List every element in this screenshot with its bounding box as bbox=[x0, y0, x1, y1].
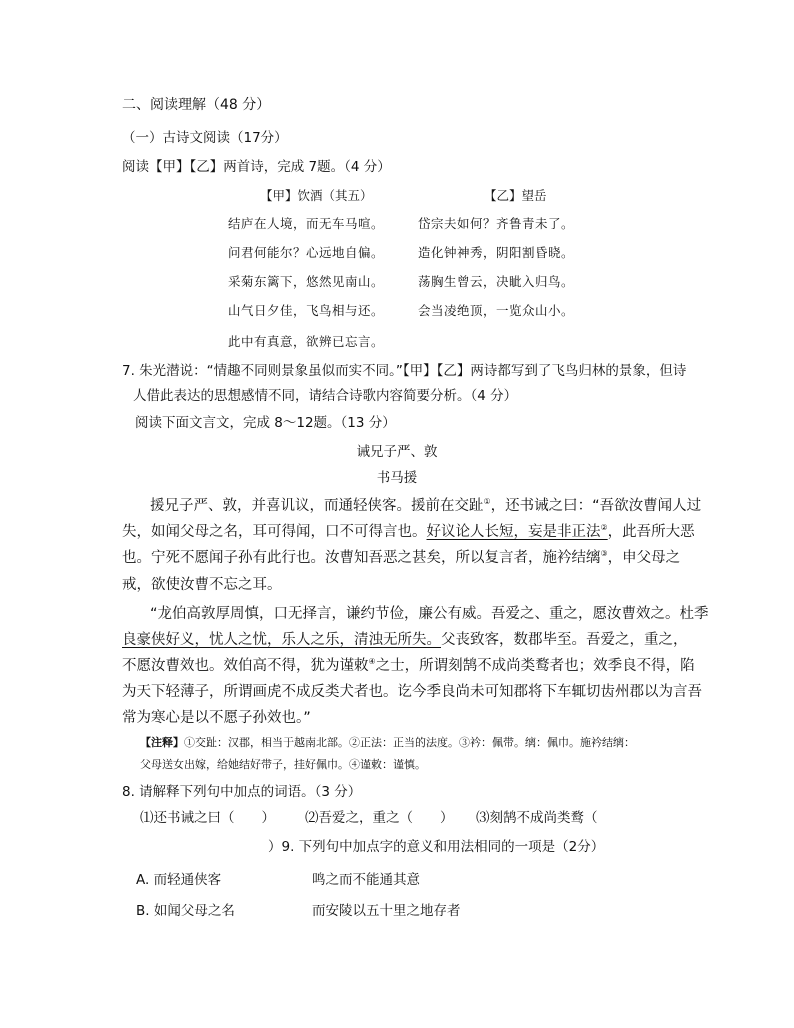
prose-author: 书马援 bbox=[376, 470, 418, 486]
poem-jia-title: 【甲】饮酒（其五） bbox=[260, 188, 373, 203]
prose-title: 诫兄子严、敦 bbox=[356, 444, 438, 460]
prose-line: 良豪侠好义，忧人之忧，乐人之乐，清浊无所失。父丧致客，数郡毕至。吾爱之，重之， bbox=[122, 632, 688, 648]
poem-jia-line: 结庐在人境，而无车马喧。 bbox=[228, 216, 385, 231]
prose-line: 援兄子严、敦，并喜讥议，而通轻侠客。援前在交趾①，还书诫之曰：“吾欲汝曹闻人过 bbox=[150, 497, 702, 514]
question-9-stem: ）9. 下列句中加点字的意义和用法相同的一项是（2分） bbox=[268, 839, 605, 855]
notes-line: 父母送女出嫁，给她结好带子，挂好佩巾。④谨敕：谨慎。 bbox=[140, 758, 426, 771]
prose-line: 也。宁死不愿闻子孙有此行也。汝曹知吾恶之甚矣，所以复言者，施衿结缡③，申父母之 bbox=[122, 549, 681, 566]
underlined-sentence: 好议论人长短，妄是非正法② bbox=[426, 523, 608, 540]
prose-line: 失，如闻父母之名，耳可得闻，口不可得言也。好议论人长短，妄是非正法②，此吾所大恶 bbox=[122, 523, 695, 540]
poem-yi-line: 荡胸生曾云，决眦入归鸟。 bbox=[418, 274, 575, 289]
prose-line: 不愿汝曹效也。效伯高不得，犹为谨敕④之士，所谓刻鹄不成尚类鹜者也；效季良不得，陷 bbox=[122, 657, 695, 674]
prose-line: 为天下轻薄子，所谓画虎不成反类犬者也。讫今季良尚未可知郡将下车辄切齿州郡以为言吾 bbox=[122, 684, 702, 700]
poem-yi-line: 造化钟神秀，阴阳割昏晓。 bbox=[418, 245, 575, 260]
question-9-option-b: B. 如闻父母之名 bbox=[136, 903, 235, 919]
poem-yi-line: 岱宗夫如何？齐鲁青未了。 bbox=[418, 216, 575, 231]
poem-yi-title: 【乙】望岳 bbox=[484, 188, 547, 203]
subsection-title: （一）古诗文阅读（17分） bbox=[122, 130, 288, 146]
question-7-line2: 人借此表达的思想感情不同，请结合诗歌内容简要分析。（4 分） bbox=[133, 388, 518, 404]
poem-jia-line: 问君何能尔？心远地自偏。 bbox=[228, 245, 385, 260]
poem-jia-line: 山气日夕佳，飞鸟相与还。 bbox=[228, 303, 385, 318]
section-title: 二、阅读理解（48 分） bbox=[122, 97, 271, 113]
poem-yi-line: 会当凌绝顶，一览众山小。 bbox=[418, 303, 575, 318]
question-9-option-b-compare: 而安陵以五十里之地存者 bbox=[312, 903, 461, 919]
question-8-item: ⑶刻鹄不成尚类鹜（ bbox=[476, 810, 598, 826]
notes-line: 【注释】①交趾：汉郡，相当于越南北部。②正法：正当的法度。③衿：佩带。缡：佩巾。施衿结缡： bbox=[140, 736, 635, 749]
question-8-item: ⑴还书诫之曰（ ） bbox=[140, 810, 275, 826]
poem-intro: 阅读【甲】【乙】两首诗，完成 7题。（4 分） bbox=[122, 159, 391, 175]
poem-jia-line: 采菊东篱下，悠然见南山。 bbox=[228, 274, 385, 289]
question-8-stem: 8. 请解释下列句中加点的词语。（3 分） bbox=[122, 784, 362, 800]
question-9-option-a: A. 而轻通侠客 bbox=[136, 872, 222, 888]
question-8-item: ⑵吾爱之，重之（ ） bbox=[305, 810, 454, 826]
prose-intro: 阅读下面文言文，完成 8～12题。（13 分） bbox=[135, 415, 396, 431]
question-9-option-a-compare: 鸣之而不能通其意 bbox=[312, 872, 420, 888]
poem-jia-line: 此中有真意，欲辨已忘言。 bbox=[228, 334, 385, 349]
prose-line: 常为寒心是以不愿子孙效也。” bbox=[122, 710, 311, 726]
prose-line: “龙伯高敦厚周慎，口无择言，谦约节俭，廉公有威。吾爱之、重之，愿汝曹效之。杜季 bbox=[150, 606, 709, 622]
question-7-line1: 7. 朱光潜说：“情趣不同则景象虽似而实不同。”【甲】【乙】两诗都写到了飞鸟归林的景象，但诗 bbox=[122, 363, 687, 379]
underlined-sentence: 良豪侠好义，忧人之忧，乐人之乐，清浊无所失。 bbox=[122, 632, 441, 648]
prose-line: 戒，欲使汝曹不忘之耳。 bbox=[122, 577, 282, 593]
